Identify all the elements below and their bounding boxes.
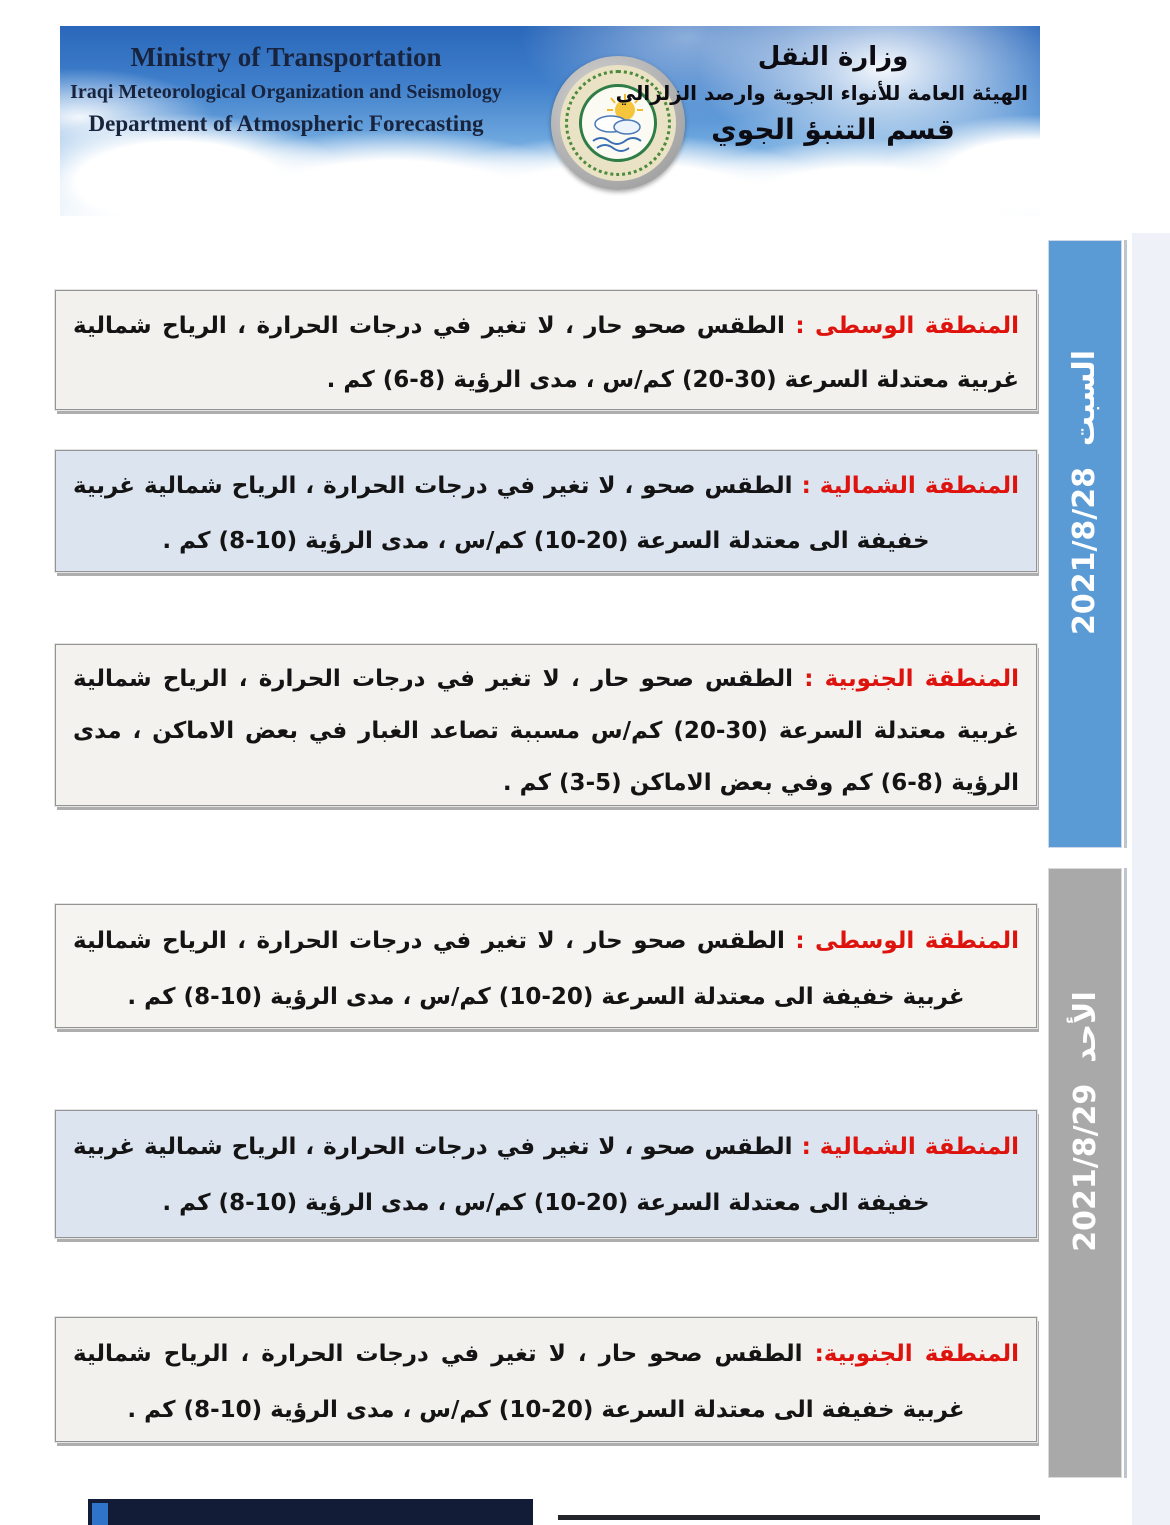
region-title: المنطقة الوسطى : xyxy=(795,928,1019,954)
ministry-name-ar: وزارة النقل xyxy=(757,42,909,72)
day-date: 2021/8/29 xyxy=(1067,1083,1103,1252)
forecast-box-saturday-north xyxy=(55,450,1037,572)
region-title: المنطقة الشمالية : xyxy=(801,1134,1019,1160)
header-arabic-block xyxy=(615,42,1028,146)
forecast-text: الطقس صحو ، لا تغير في درجات الحرارة ، الرياح شمالية غربية خفيفة الى معتدلة السرعة (20-10) كم/س ، مدى الرؤية (10-8) كم . xyxy=(73,1134,930,1216)
forecast-box-sunday-south xyxy=(55,1317,1037,1442)
cut-off-table-header-cell xyxy=(88,1499,533,1525)
date-bar-sunday xyxy=(1048,868,1122,1478)
sunday-bar-shadow xyxy=(1124,868,1127,1478)
waves-icon xyxy=(593,138,641,151)
region-title: المنطقة الجنوبية : xyxy=(804,666,1019,692)
cloud-icon xyxy=(614,120,640,134)
ministry-name-en: Ministry of Transportation xyxy=(130,42,442,72)
page-right-margin-strip xyxy=(1132,233,1170,1525)
forecast-text: الطقس صحو حار ، لا تغير في درجات الحرارة ، الرياح شمالية غربية خفيفة الى معتدلة السرعة (20-10) كم/س ، مدى الرؤية (10-8) كم . xyxy=(73,928,965,1010)
date-bar-saturday-text xyxy=(1068,349,1103,634)
forecast-text: الطقس صحو ، لا تغير في درجات الحرارة ، الرياح شمالية غربية خفيفة الى معتدلة السرعة (20-10) كم/س ، مدى الرؤية (10-8) كم . xyxy=(73,473,930,554)
cut-off-table-blue-mark xyxy=(92,1503,108,1525)
forecast-text: الطقس صحو حار ، لا تغير في درجات الحرارة ، الرياح شمالية غربية معتدلة السرعة (30-20) كم/س ، مدى الرؤية (8-6) كم . xyxy=(73,313,1019,393)
saturday-bar-shadow xyxy=(1124,240,1127,848)
region-title: المنطقة الجنوبية: xyxy=(814,1341,1019,1367)
day-name: السبت xyxy=(1067,349,1103,446)
forecast-text: الطقس صحو حار ، لا تغير في درجات الحرارة ، الرياح شمالية غربية معتدلة السرعة (30-20) كم/س مسببة تصاعد الغبار في بعض الاماكن ، مدى الرؤية (8-6) كم وفي بعض الاماكن (5-3) كم . xyxy=(73,666,1019,796)
region-title: المنطقة الوسطى : xyxy=(795,313,1019,339)
forecast-box-sunday-north xyxy=(55,1110,1037,1238)
region-title: المنطقة الشمالية : xyxy=(801,473,1019,499)
organization-name-en: Iraqi Meteorological Organization and Seismology xyxy=(70,81,502,103)
date-bar-sunday-text xyxy=(1068,991,1103,1252)
organization-name-ar: الهيئة العامة للأنواء الجوية وارصد الزلزالي xyxy=(615,81,1028,105)
date-bar-saturday xyxy=(1048,240,1122,848)
department-name-en: Department of Atmospheric Forecasting xyxy=(88,111,484,136)
forecast-box-sunday-central xyxy=(55,904,1037,1028)
forecast-box-saturday-central xyxy=(55,290,1037,410)
forecast-box-saturday-south xyxy=(55,644,1037,806)
day-name: الأحد xyxy=(1067,990,1103,1063)
header-english-block xyxy=(66,42,506,137)
cut-off-table-top-border xyxy=(558,1515,1040,1520)
department-name-ar: قسم التنبؤ الجوي xyxy=(711,113,955,146)
forecast-text: الطقس صحو حار ، لا تغير في درجات الحرارة ، الرياح شمالية غربية خفيفة الى معتدلة السرعة (20-10) كم/س ، مدى الرؤية (10-8) كم . xyxy=(73,1341,965,1423)
header-sky-banner xyxy=(60,26,1040,216)
day-date: 2021/8/28 xyxy=(1067,466,1103,635)
